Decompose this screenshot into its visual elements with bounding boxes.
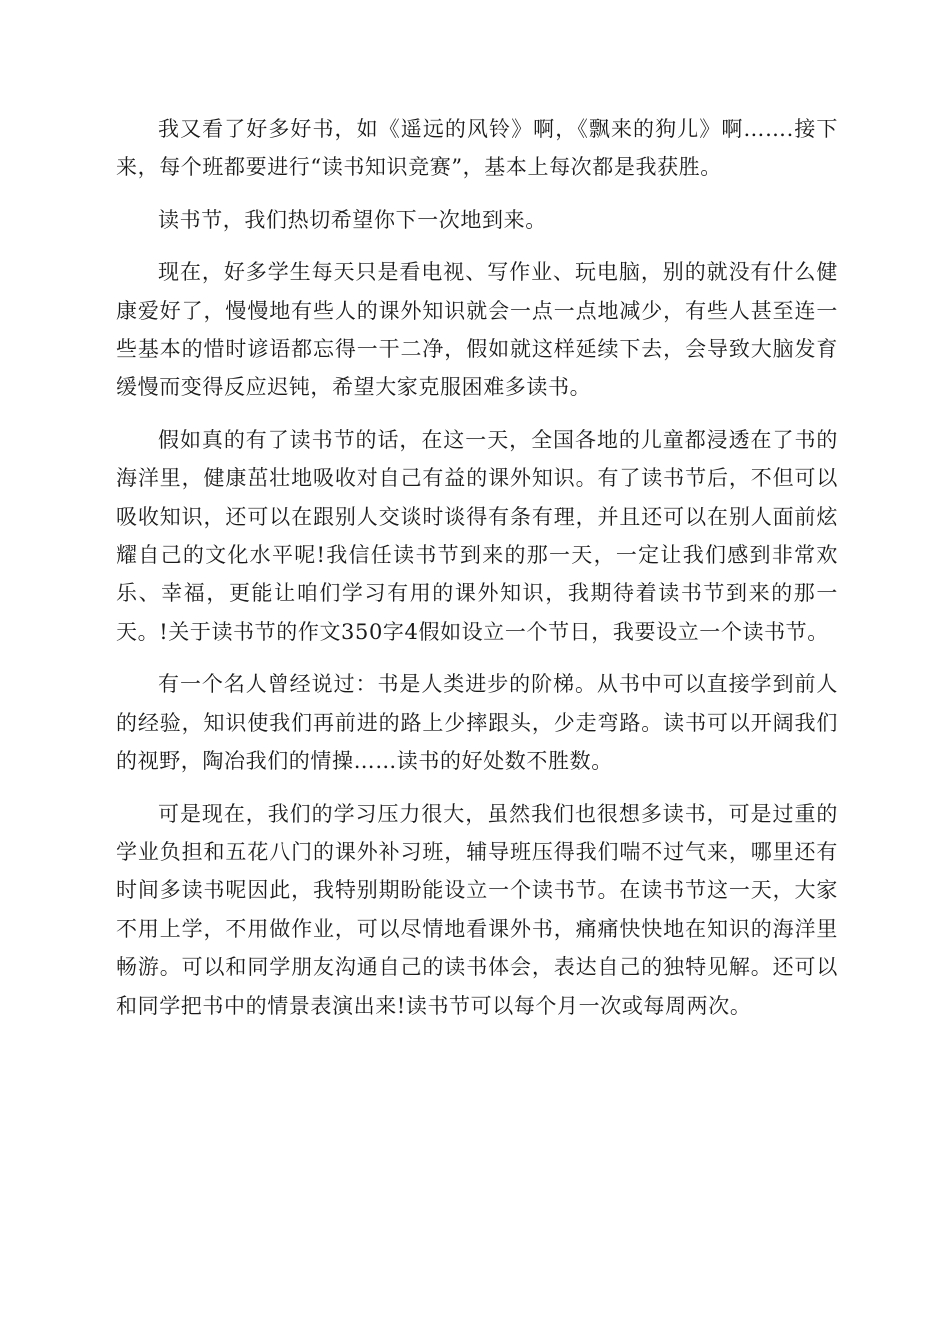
paragraph-1: 我又看了好多好书，如《遥远的风铃》啊，《飘来的狗儿》啊…….接下来，每个班都要进行“读书知识竞赛”，基本上每次都是我获胜。 [116,117,838,180]
document-page [116,110,838,1039]
paragraph-6: 可是现在，我们的学习压力很大，虽然我们也很想多读书，可是过重的学业负担和五花八门的课外补习班，辅导班压得我们喘不过气来，哪里还有时间多读书呢因此，我特别期盼能设立一个读书节。在读书节这一天，大家不用上学，不用做作业，可以尽情地看课外书，痛痛快快地在知识的海洋里畅游。可以和同学朋友沟通自己的读书体会，表达自己的独特见解。还可以和同学把书中的情景表演出来!读书节可以每个月一次或每周两次。 [116,801,838,1018]
paragraph-2: 读书节，我们热切希望你下一次地到来。 [158,207,547,232]
paragraph-5: 有一个名人曾经说过：书是人类进步的阶梯。从书中可以直接学到前人的经验，知识使我们再前进的路上少摔跟头，少走弯路。读书可以开阔我们的视野，陶冶我们的情操……读书的好处数不胜数。 [116,672,838,774]
paragraph-4: 假如真的有了读书节的话，在这一天，全国各地的儿童都浸透在了书的海洋里，健康茁壮地吸收对自己有益的课外知识。有了读书节后，不但可以吸收知识，还可以在跟别人交谈时谈得有条有理，并且还可以在别人面前炫耀自己的文化水平呢!我信任读书节到来的那一天，一定让我们感到非常欢乐、幸福，更能让咱们学习有用的课外知识，我期待着读书节到来的那一天。!关于读书节的作文350字4假如设立一个节日，我要设立一个读书节。 [116,427,838,644]
paragraph-3: 现在，好多学生每天只是看电视、写作业、玩电脑，别的就没有什么健康爱好了，慢慢地有些人的课外知识就会一点一点地减少，有些人甚至连一些基本的惜时谚语都忘得一干二净，假如就这样延续下去，会导致大脑发育缓慢而变得反应迟钝，希望大家克服困难多读书。 [116,260,838,400]
